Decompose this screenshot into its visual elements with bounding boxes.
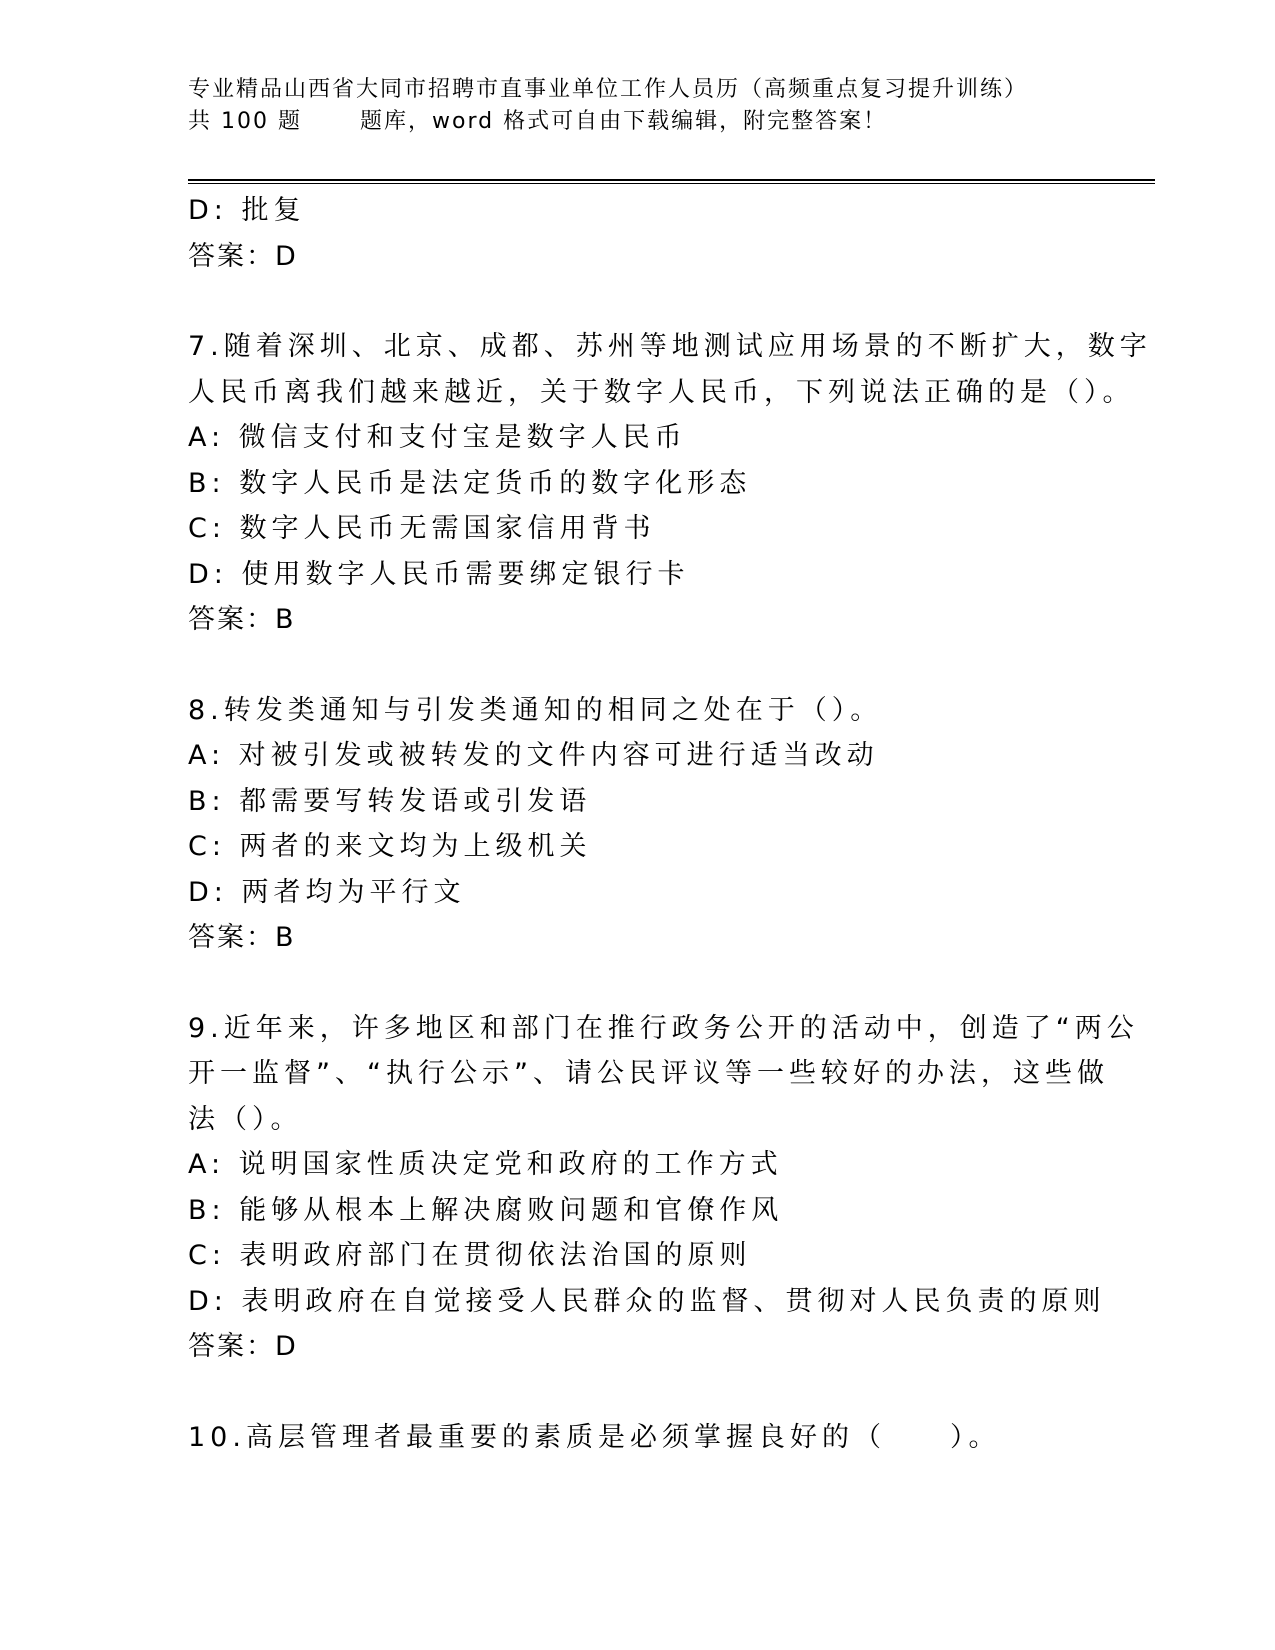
spacer — [188, 643, 1088, 688]
question-stem: 9.近年来，许多地区和部门在推行政务公开的活动中，创造了“两公 — [188, 1012, 1139, 1044]
option-a: A: 微信支付和支付宝是数字人民币 — [188, 422, 687, 453]
option-d: D: 使用数字人民币需要绑定银行卡 — [188, 558, 690, 590]
option-a: A: 对被引发或被转发的文件内容可进行适当改动 — [188, 740, 879, 771]
option-b: B: 能够从根本上解决腐败问题和官僚作风 — [188, 1194, 784, 1226]
answer-line: 答案：B — [188, 604, 296, 635]
spacer — [188, 279, 1088, 324]
header-title-line2 — [188, 106, 1068, 138]
option-d: D: 批复 — [188, 195, 306, 226]
header-rule-thick — [188, 179, 1155, 181]
question-9 — [188, 1006, 1139, 1370]
option-b: B: 数字人民币是法定货币的数字化形态 — [188, 467, 752, 499]
question-7 — [188, 324, 1152, 643]
answer-line: 答案：B — [188, 922, 296, 953]
option-c: C: 数字人民币无需国家信用背书 — [188, 513, 656, 544]
option-b: B: 都需要写转发语或引发语 — [188, 785, 592, 817]
answer-line: 答案：D — [188, 1331, 298, 1362]
option-d: D: 两者均为平行文 — [188, 876, 466, 908]
question-stem: 8.转发类通知与引发类通知的相同之处在于（）。 — [188, 694, 883, 726]
spacer — [188, 961, 1088, 1006]
question-stem: 人民币离我们越来越近，关于数字人民币，下列说法正确的是（）。 — [188, 376, 1135, 408]
question-10 — [188, 1415, 1088, 1461]
document-body — [188, 188, 1152, 1460]
question-stem: 10.高层管理者最重要的素质是必须掌握良好的（ ）。 — [188, 1421, 1001, 1453]
option-c: C: 表明政府部门在贯彻依法治国的原则 — [188, 1240, 752, 1271]
header-title-line1: 专业精品山西省大同市招聘市直事业单位工作人员历（高频重点复习提升训练） — [188, 77, 1029, 102]
question-count: 共 100 题 — [188, 109, 302, 134]
previous-question-tail — [188, 188, 1088, 279]
option-c: C: 两者的来文均为上级机关 — [188, 831, 592, 862]
header-rule-thin — [188, 183, 1155, 184]
option-a: A: 说明国家性质决定党和政府的工作方式 — [188, 1149, 783, 1180]
question-stem: 法（）。 — [188, 1103, 303, 1135]
question-8 — [188, 688, 1088, 961]
option-d: D: 表明政府在自觉接受人民群众的监督、贯彻对人民负责的原则 — [188, 1285, 1106, 1317]
question-stem: 7.随着深圳、北京、成都、苏州等地测试应用场景的不断扩大，数字 — [188, 331, 1152, 362]
answer-line: 答案：D — [188, 240, 298, 272]
spacer — [188, 1370, 1088, 1415]
question-stem: 开一监督”、“执行公示”、请公民评议等一些较好的办法，这些做 — [188, 1058, 1109, 1089]
page-header — [188, 74, 1068, 138]
header-note: 题库，word 格式可自由下载编辑，附完整答案！ — [360, 109, 888, 134]
